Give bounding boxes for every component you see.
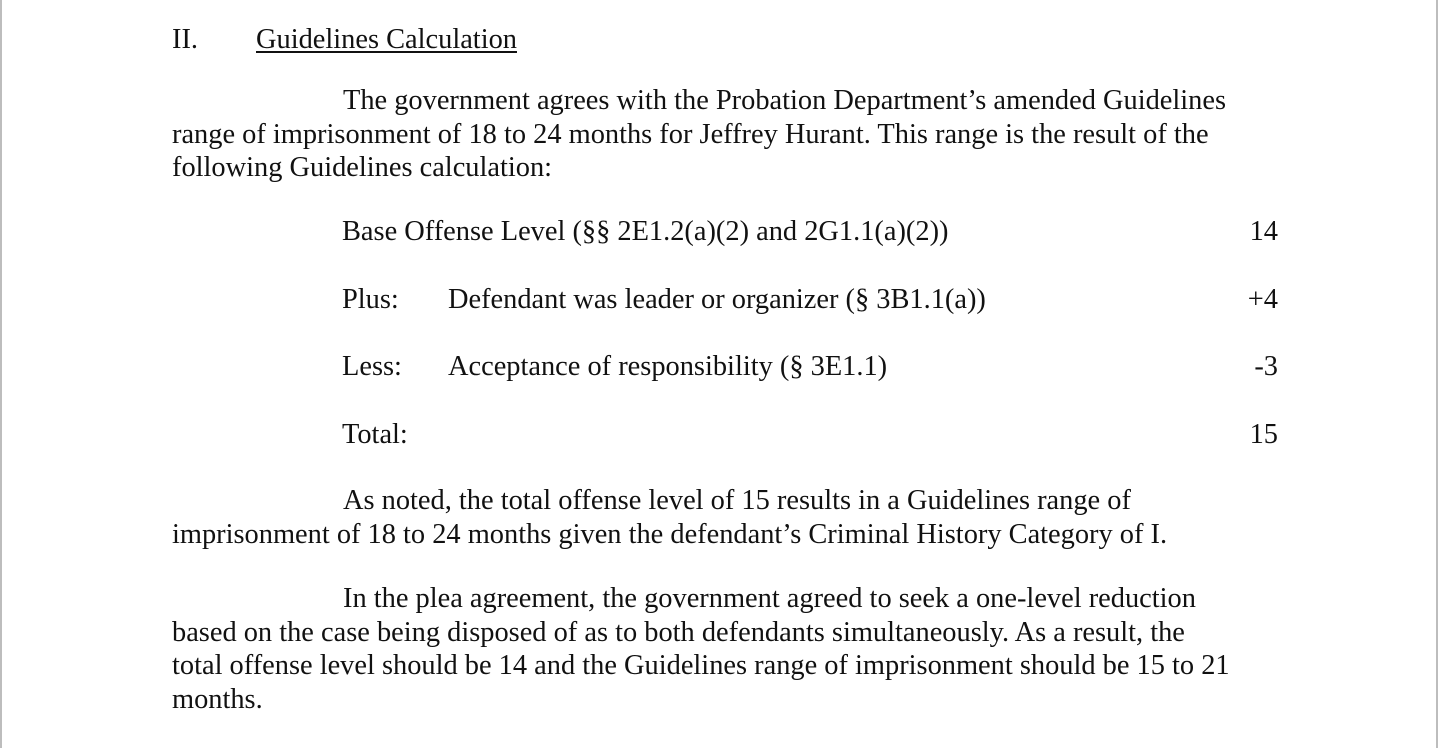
total-label: Total: — [342, 419, 408, 450]
paragraph-intro — [172, 84, 1272, 185]
base-offense-value: 14 — [1249, 216, 1278, 247]
plus-value: +4 — [1247, 284, 1278, 315]
paragraph-line: In the plea agreement, the government agreed to seek a one-level reduction — [343, 583, 1196, 614]
paragraph-line: total offense level should be 14 and the Guidelines range of imprisonment should be 15 to 21 — [172, 650, 1230, 681]
less-value: -3 — [1254, 351, 1278, 382]
page-right-edge — [1436, 0, 1438, 748]
page-left-edge — [0, 0, 2, 748]
plus-label: Plus: — [342, 284, 399, 315]
paragraph-line: following Guidelines calculation: — [172, 152, 553, 183]
paragraph-line: based on the case being disposed of as to both defendants simultaneously. As a result, the — [172, 616, 1185, 648]
less-description: Acceptance of responsibility (§ 3E1.1) — [448, 351, 888, 382]
total-value: 15 — [1249, 419, 1278, 450]
paragraph-line: As noted, the total offense level of 15 results in a Guidelines range of — [343, 485, 1131, 516]
section-number: II. — [172, 24, 199, 55]
paragraph-plea-agreement — [172, 582, 1272, 716]
plus-description: Defendant was leader or organizer (§ 3B1.1(a)) — [448, 284, 986, 315]
paragraph-line: The government agrees with the Probation Department’s amended Guidelines — [343, 85, 1227, 116]
section-title: Guidelines Calculation — [256, 24, 517, 55]
paragraph-line: range of imprisonment of 18 to 24 months for Jeffrey Hurant. This range is the result of the — [172, 118, 1209, 150]
less-label: Less: — [342, 351, 402, 382]
paragraph-line: months. — [172, 683, 263, 715]
paragraph-noted — [172, 484, 1272, 551]
paragraph-line: imprisonment of 18 to 24 months given the defendant’s Criminal History Category of I. — [172, 518, 1168, 550]
base-offense-label: Base Offense Level (§§ 2E1.2(a)(2) and 2G1.1(a)(2)) — [342, 216, 949, 247]
